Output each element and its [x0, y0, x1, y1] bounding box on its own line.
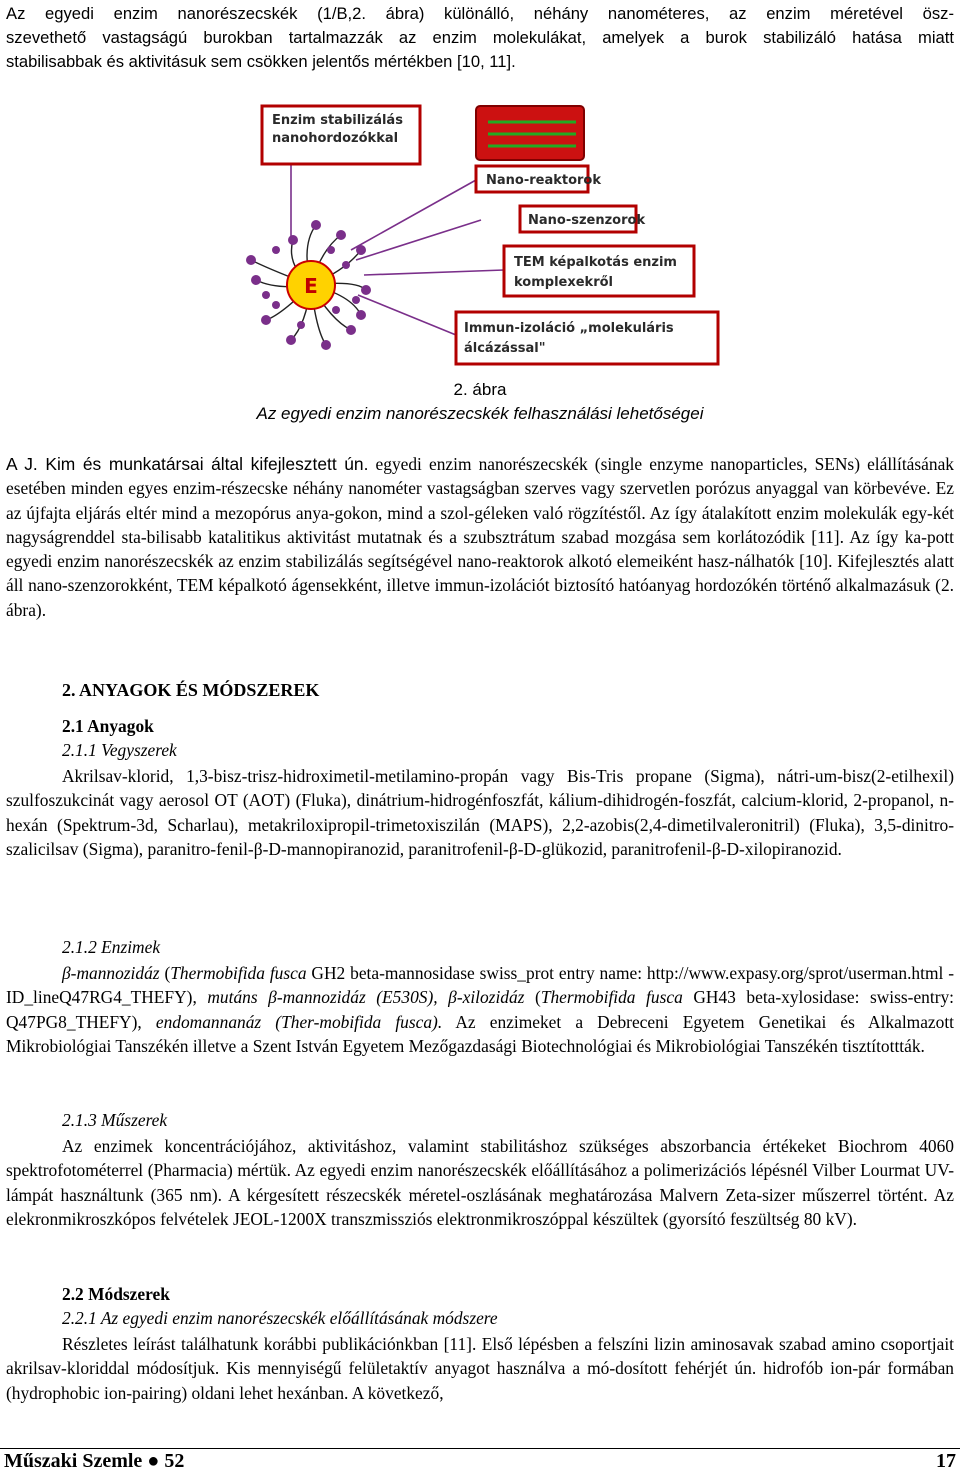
- enzymes-text-c: (: [524, 987, 541, 1008]
- intro-line-1: Az egyedi enzim nanorészecskék (1/B,2. ábra) különálló, néhány nanométeres, az enzim méretével ösz-: [6, 4, 954, 23]
- box-nano-reactors: Nano-reaktorok: [486, 173, 602, 188]
- enzymes-text-a: (: [159, 963, 171, 983]
- section-heading: 2. ANYAGOK ÉS MÓDSZEREK: [62, 680, 320, 700]
- figure-caption-title: Az egyedi enzim nanorészecskék felhasználási lehetőségei: [256, 404, 704, 423]
- box-stabilization-line2: nanohordozókkal: [272, 131, 399, 146]
- enzymes-text-d: GH43 beta-xylosidase: swiss-entry: Q47PG8_THEFY),: [6, 987, 955, 1032]
- box-immune-line1: Immun-izoláció „molekuláris: [464, 321, 674, 336]
- enzymes-text-b: GH2 beta-mannosidase swiss_prot entry name: http://www.expasy.org/sprot/userman.html - ID_lineQ47RG4_THEFY),: [6, 963, 955, 1008]
- subsection-methods: 2.2 Módszerek: [62, 1284, 170, 1304]
- subsection-instruments: 2.1.3 Műszerek: [62, 1110, 168, 1130]
- subsection-preparation: 2.2.1 Az egyedi enzim nanorészecskék előállításának módszere: [62, 1308, 498, 1328]
- box-tem-line2: komplexekről: [514, 275, 613, 290]
- subsection-enzymes: 2.1.2 Enzimek: [62, 937, 161, 957]
- intro-line-3: stabilisabbak és aktivitásuk sem csökken jelentős mértékben [10, 11].: [6, 52, 516, 71]
- enzymes-text-e: Az enzimeket a Debreceni Egyetem Genetikai és Alkalmazott Mikrobiológiai Tanszékén illetve a Szent István Egyetem Mezőgazdasági Biotechnológiai és Mikrobiológiai Tanszékén tisztítottták.: [6, 1011, 955, 1057]
- subsection-chemicals: 2.1.1 Vegyszerek: [62, 740, 177, 760]
- box-tem-line1: TEM képalkotás enzim: [514, 255, 677, 270]
- enzyme-uses-figure: [236, 100, 726, 370]
- paragraph-sens-lead: A J. Kim és munkatársai által kifejlesztett ún.: [6, 454, 369, 474]
- footer-journal: Műszaki Szemle ● 52: [4, 1450, 185, 1472]
- intro-line-2: szevethető vastagságú burokban tartalmazzák az enzim molekulákat, amelyek a burok stabilizáló hatása miatt: [6, 28, 954, 47]
- box-immune-line2: álcázással": [464, 341, 546, 356]
- enzyme-nanoparticle-icon: [246, 220, 371, 350]
- enzymes-mannosidase: β-mannozidáz: [62, 963, 160, 983]
- enzymes-mutant: mutáns β-mannozidáz (E530S), β-xilozidáz: [207, 987, 525, 1008]
- box-nano-sensors: Nano-szenzorok: [528, 213, 646, 228]
- paragraph-instruments: Az enzimek koncentrációjához, aktivitáshoz, valamint stabilitáshoz szükséges abszorbancia értékeket Biochrom 4060 spektrofotométerrel (Pharmacia) mértük. Az egyedi enzim nanorészecskék előállításához a polimerizációs lépésnél Vilber Lourmat UV-lámpát használtunk (365 nm). A kérgesített részecskék méretel-oszlásának meghatározása Malvern Zeta-sizer műszerrel történt. Az elekronmikroszkópos felvételek JEOL-1200X transzmissziós elektronmikroszóppal készültek (gyorsító feszültség 80 kV).: [6, 1136, 954, 1230]
- enzyme-center-label: E: [304, 274, 318, 298]
- paragraph-chemicals: Akrilsav-klorid, 1,3-bisz-trisz-hidroximetil-metilamino-propán vagy Bis-Tris propane (Sigma), nátri-um-bisz(2-etilhexil) szulfoszukcinát vagy aerosol OT (AOT) (Fluka), dinátrium-hidrogénfoszfát, kálium-dihidrogén-foszfát, calcium-klorid, 2-propanol, n-hexán (Spektrum-3d, Scharlau), metakriloxipropil-trimetoxiszilán (MAPS), 2,2-azobis(2,4-dimetilvaleronitril) (Fluka), 3,5-dinitro-szalicilsav (Sigma), paranitro-fenil-β-D-mannopiranozid, paranitrofenil-β-D-glükozid, paranitrofenil-β-D-xilopiranozid.: [6, 766, 954, 860]
- figure-caption-number: 2. ábra: [453, 380, 507, 399]
- paragraph-enzymes: [6, 961, 954, 1059]
- paragraph-sens-body: egyedi enzim nanorészecskék (single enzyme nanoparticles, SENs) elállításának esetében minden egyes enzim-részecske néhány nanométer vastagságban szerves vagy szervetlen porózus anyaggal van körbevéve. Ez az újfajta eljárás eltér mind a mezopórus anya-gokon, mind a szol-géleken való rögzítéstől. Az így átalakított enzim molekulák egy-két nagyságrenddel sta-bilisabb katalitikus aktivitást mutatnak és a szubsztrátum szabad mozgása sem korlátozódik [11]. Az így ka-pott egyedi enzim nanorészecskék az enzim stabilizálás segítségével nano-reaktorok alkotó elemeiként hasz-nálhatók [10]. Kifejlesztés alatt áll nano-szenzorokként, TEM képalkotó ágensekként, illetve immun-izolációt biztosító hatóanyag hordozókén történő alkalmazásuk (2. ábra).: [6, 454, 954, 620]
- paragraph-methods: Részletes leírást találhatunk korábbi publikációnkban [11]. Első lépésben a felszíni lizin aminosavak szabad amino csoportjait akrilsav-kloriddal módosítjuk. Kis mennyiségű felületaktív anyagot használva a mó-dosított fehérjét ún. hidrofób ion-pár formában (hydrophobic ion-pairing) oldani lehet hexánban. A következő,: [6, 1334, 954, 1403]
- paragraph-sens: [6, 452, 954, 622]
- footer-divider: [0, 1448, 960, 1449]
- enzymes-endomannanase: endomannanáz (Ther-mobifida fusca).: [155, 1011, 443, 1032]
- enzymes-species-a: Thermobifida fusca: [170, 963, 307, 983]
- subsection-materials: 2.1 Anyagok: [62, 716, 154, 736]
- box-stabilization-line1: Enzim stabilizálás: [272, 113, 403, 128]
- enzymes-species-b: Thermobifida fusca: [540, 987, 683, 1008]
- footer-page-number: 17: [936, 1450, 956, 1472]
